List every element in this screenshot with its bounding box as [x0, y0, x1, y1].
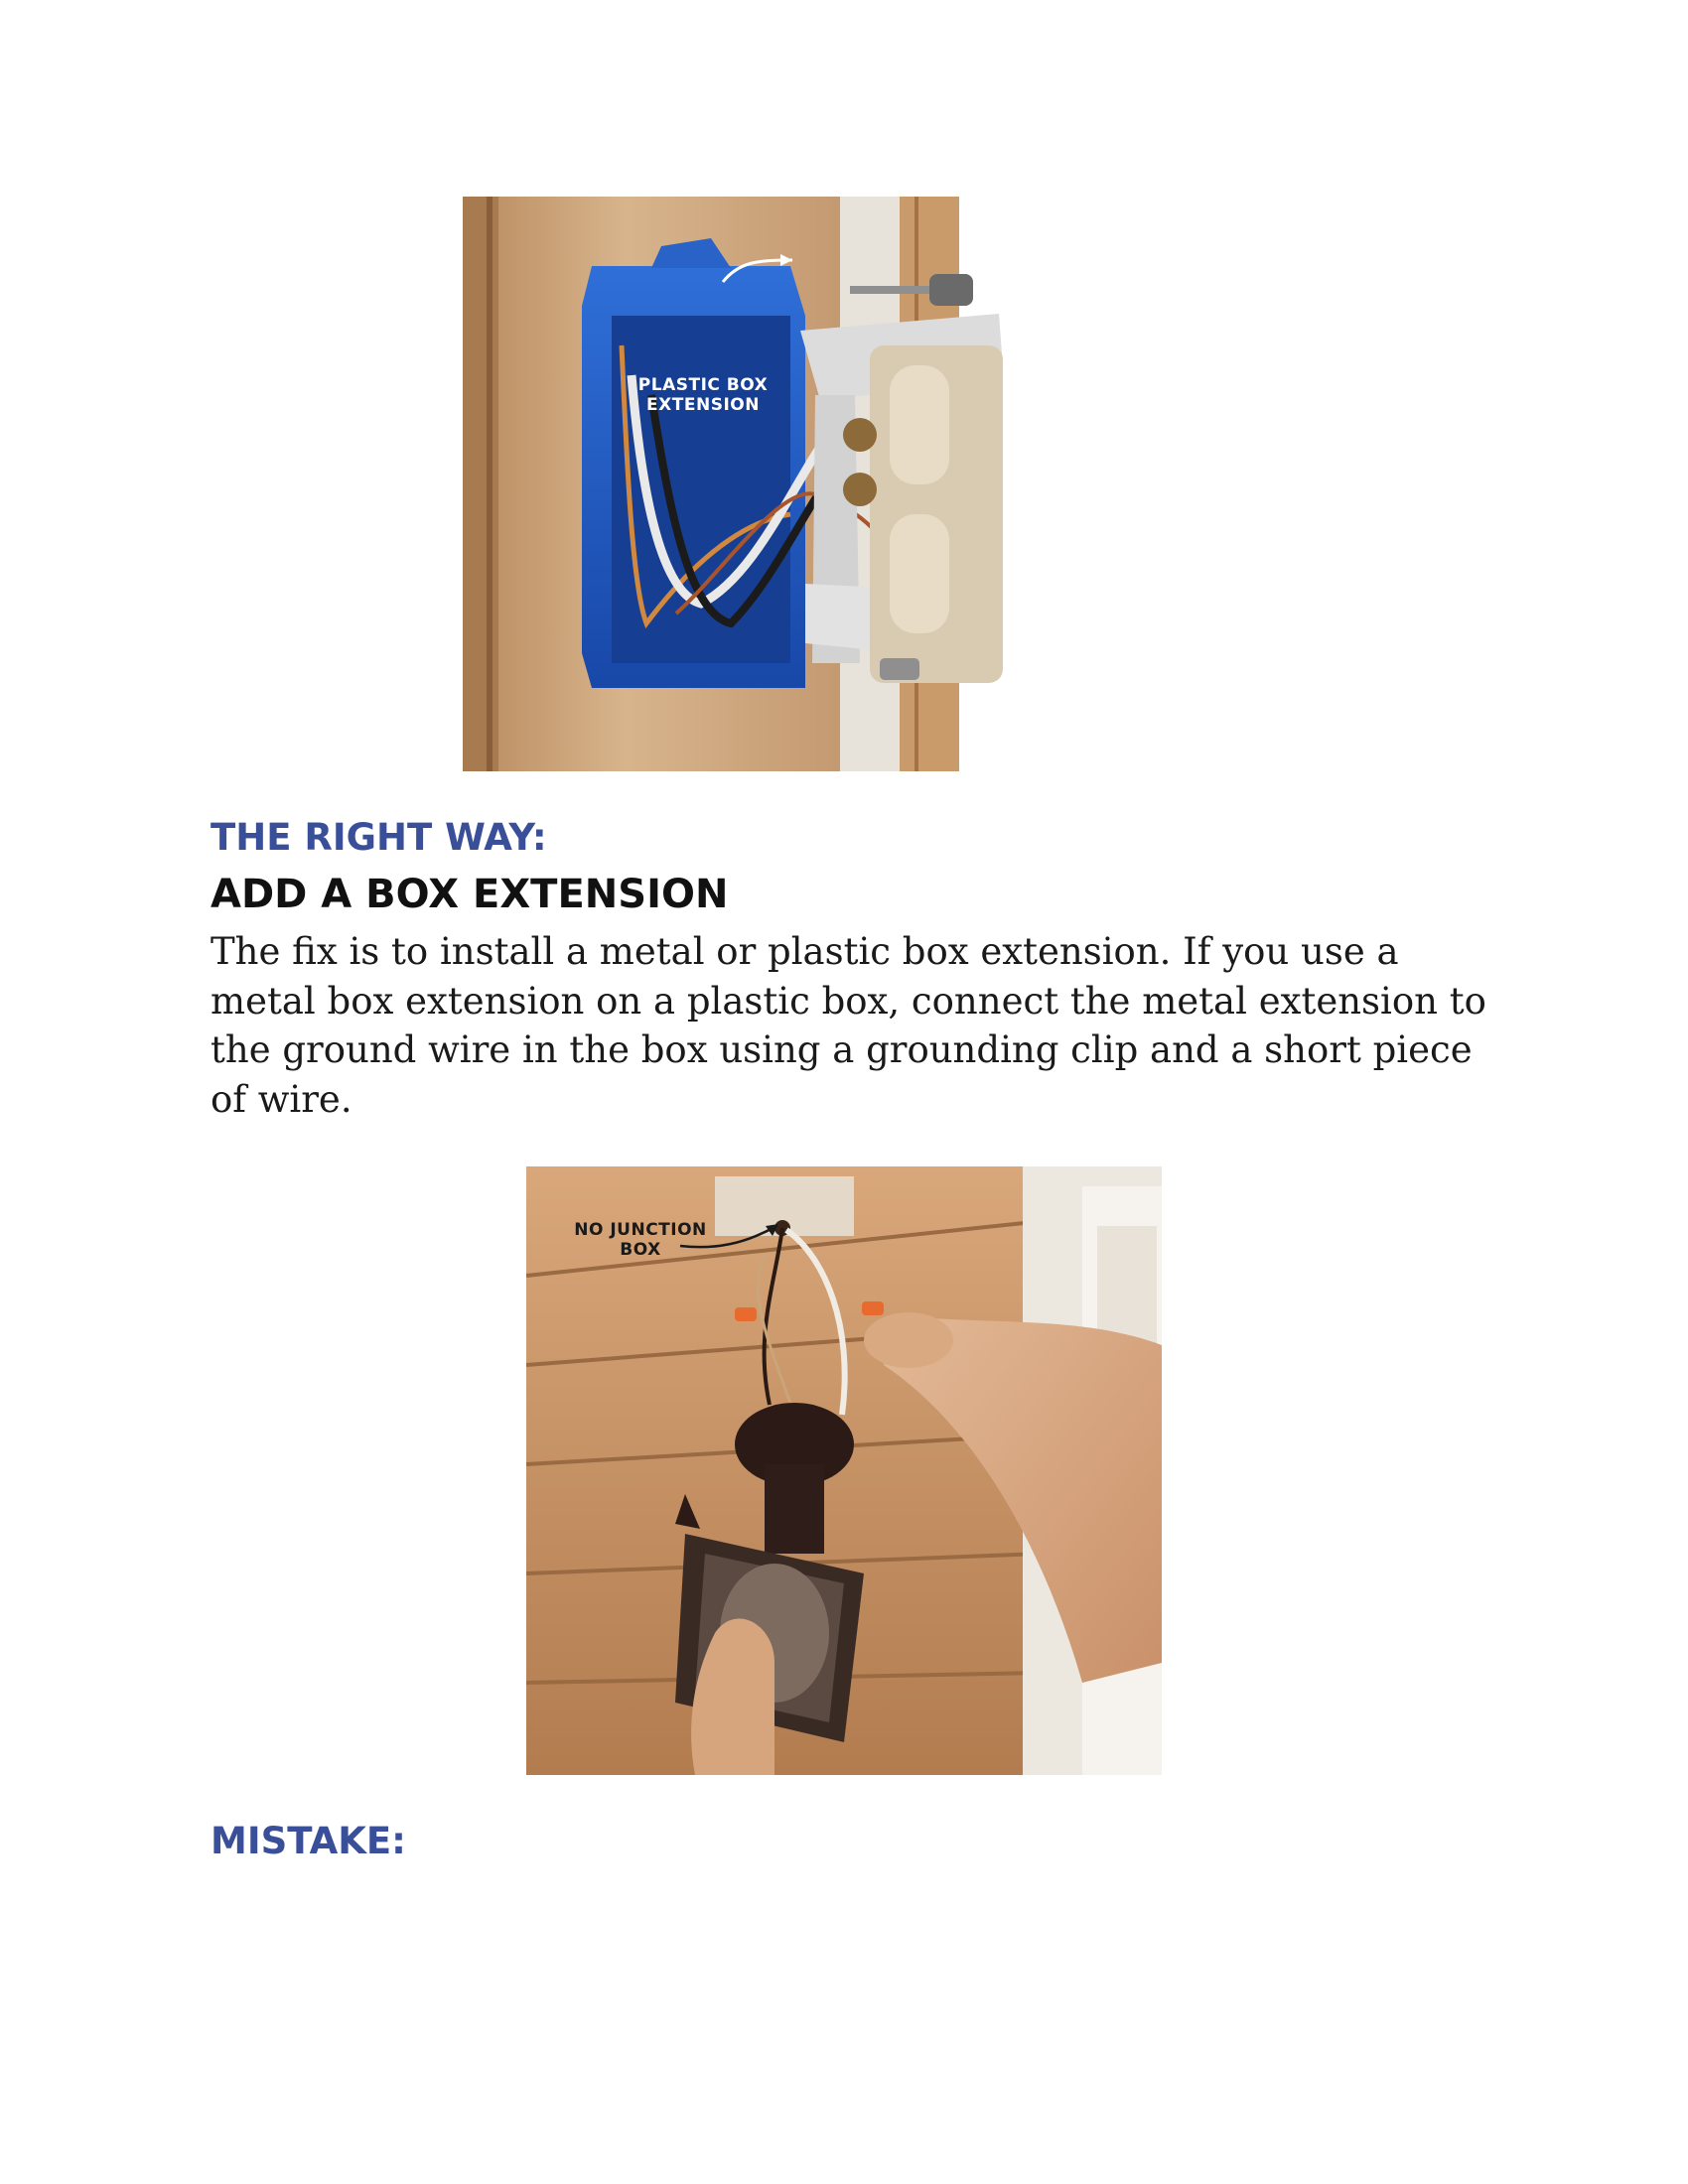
- body-paragraph: The fix is to install a metal or plastic box extension. If you use a metal box extension on a plastic box, connect the metal extension to the ground wire in the box using a grounding clip and a short piece of wire.: [211, 930, 1486, 1121]
- mistake-kicker: MISTAKE:: [211, 1820, 406, 1862]
- box-extension-photo: [463, 197, 1003, 771]
- right-way-kicker: THE RIGHT WAY:: [211, 816, 547, 859]
- no-junction-box-callout: NO JUNCTION BOX: [574, 1220, 707, 1261]
- light-fixture-photo: [526, 1166, 1162, 1775]
- plastic-box-extension-callout: PLASTIC BOX EXTENSION: [637, 375, 769, 416]
- section-heading: ADD A BOX EXTENSION: [211, 872, 729, 917]
